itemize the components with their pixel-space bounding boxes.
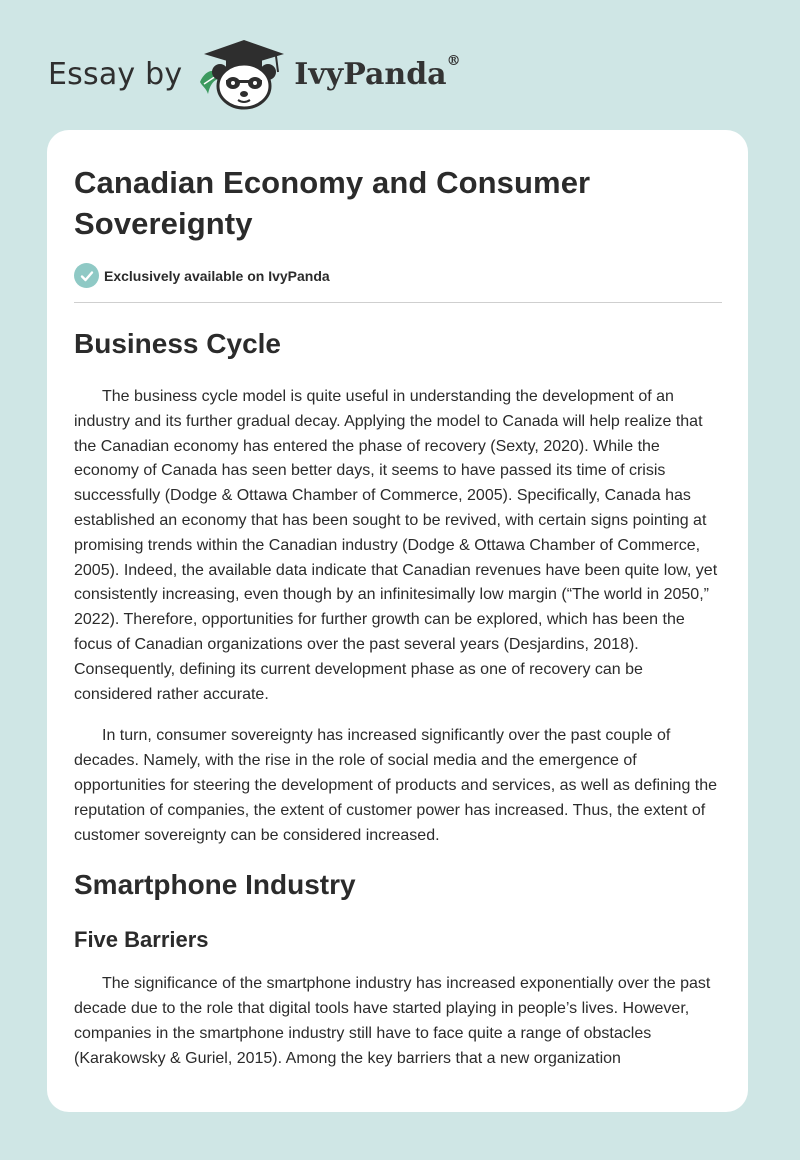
paragraph: In turn, consumer sovereignty has increased significantly over the past couple of decades. Namely, with the rise in the role of social media and the emergence of opportunities for steering the development of products and services, as well as defining the reputation of companies, the extent of customer power has increased. Thus, the extent of customer sovereignty can be considered increased.	[74, 727, 718, 844]
check-circle-icon	[74, 263, 99, 288]
panda-graduate-icon[interactable]	[196, 38, 292, 110]
article-title: Canadian Economy and Consumer Sovereignty	[74, 165, 591, 241]
exclusive-badge	[74, 263, 722, 288]
section-heading-business-cycle: Business Cycle	[74, 328, 281, 359]
paragraph: The business cycle model is quite useful in understanding the development of an industry and its further gradual decay. Applying the model to Canada will help realize that the Canadian economy has entered the phase of recovery (Sexty, 2020). While the economy of Canada has seen better days, it seems to have passed its time of crisis successfully (Dodge & Ottawa Chamber of Commerce, 2005). Specifically, Canada has established an economy that has been sought to be revived, with certain signs pointing at promising trends within the Canadian industry (Dodge & Ottawa Chamber of Commerce, 2005). Indeed, the available data indicate that Canadian revenues have been quite low, yet consistently increasing, even though by an infinitesimally low margin (“The world in 2050,” 2022). Therefore, opportunities for further growth can be explored, which has been the focus of Canadian organizations over the past several years (Desjardins, 2018). Consequently, defining its current development phase as one of recovery can be considered rather accurate.	[74, 388, 718, 703]
essay-by-label: Essay by	[48, 56, 183, 92]
subheading-five-barriers: Five Barriers	[74, 927, 209, 953]
brand-name-text: IvyPanda	[294, 56, 447, 92]
article-card	[47, 130, 748, 1112]
section-heading-smartphone-industry: Smartphone Industry	[74, 869, 356, 901]
divider	[74, 302, 722, 303]
brand-name[interactable]	[294, 52, 461, 92]
registered-mark: ®	[446, 52, 461, 69]
site-header	[48, 38, 461, 110]
paragraph: The significance of the smartphone industry has increased exponentially over the past decade due to the role that digital tools have started playing in people’s lives. However, companies in the smartphone industry still have to face quite a range of obstacles (Karakowsky & Guriel, 2015). Among the key barriers that a new organization	[74, 975, 711, 1067]
badge-text: Exclusively available on IvyPanda	[104, 267, 330, 284]
